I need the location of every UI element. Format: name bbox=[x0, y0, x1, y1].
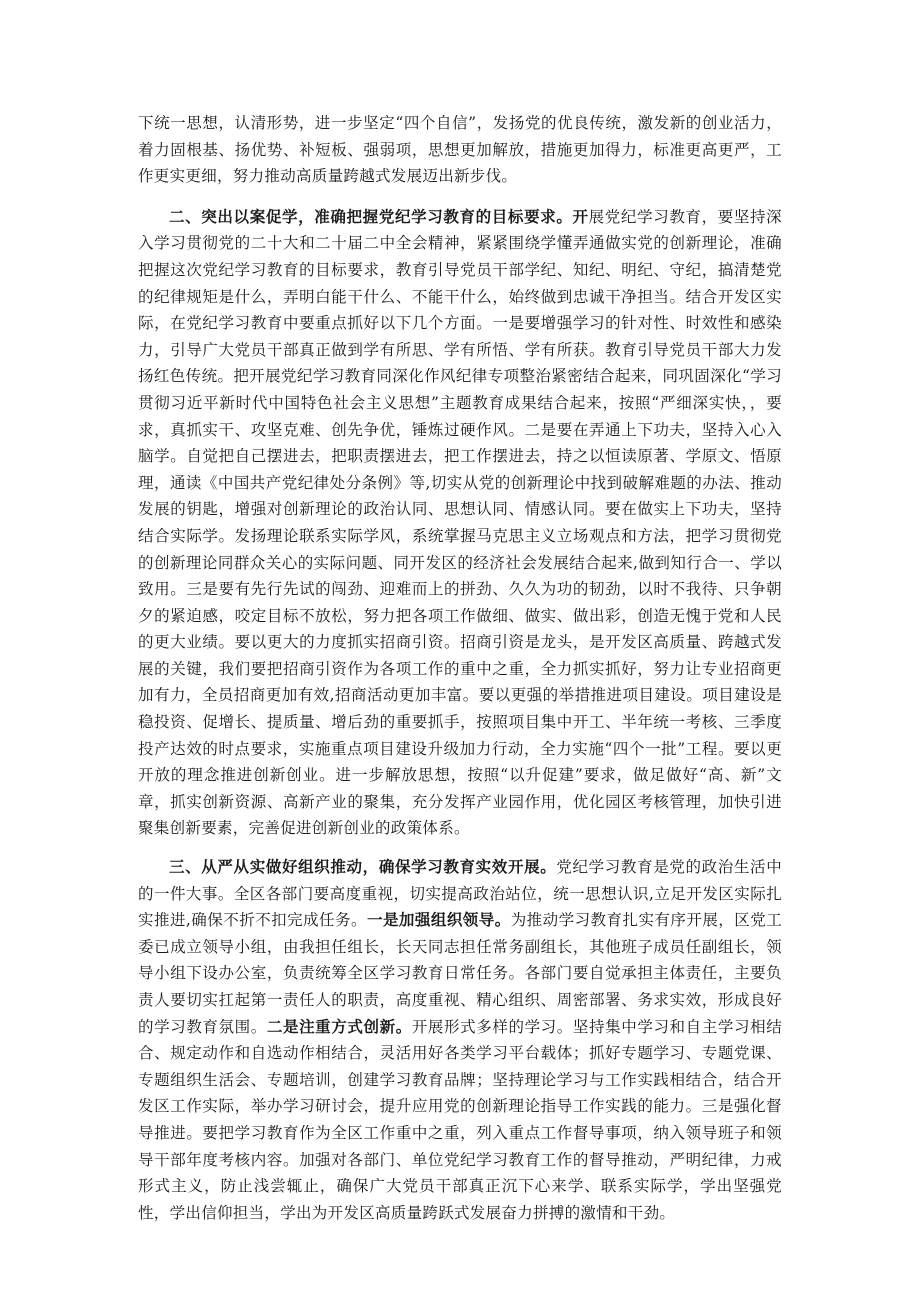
section-three-body-c: 开展形式多样的学习。坚持集中学习和自主学习相结合、规定动作和自选动作相结合，灵活用好各类学习平台载体；抓好专题学习、专题党课、专题组织生活会、专题培训，创建学习教育品牌；坚持理论学习与工作实践相结合，结合开发区工作实际，举办学习研讨会，提升应用党的创新理论指导工作实践的能力。三是强化督导推进。要把学习教育作为全区工作重中之重，列入重点工作督导事项，纳入领导班子和领导干部年度考核内容。加强对各部门、单位党纪学习教育工作的督导推动，严明纪律，力戒形式主义，防止浅尝辄止，确保广大党员干部真正沉下心来学、联系实际学，学出坚强党性，学出信仰担当，学出为开发区高质量跨跃式发展奋力拼搏的激情和干劲。 bbox=[138, 1017, 782, 1222]
section-two-body: 展党纪学习教育，要坚持深入学习贯彻党的二十大和二十届二中全会精神，紧紧围绕学懂弄通做实党的创新理论，准确把握这次党纪学习教育的目标要求，教育引导党员干部学纪、知纪、明纪、守纪，搞清楚党的纪律规矩是什么，弄明白能干什么、不能干什么，始终做到忠诚干净担当。结合开发区实际，在党纪学习教育中要重点抓好以下几个方面。一是要增强学习的针对性、时效性和感染力，引导广大党员干部真正做到学有所思、学有所悟、学有所获。教育引导党员干部大力发扬红色传统。把开展党纪学习教育同深化作风纪律专项整治紧密结合起来，同巩固深化“学习贯彻习近平新时代中国特色社会主义思想”主题教育成果结合起来，按照“严细深实快，，要求，真抓实干、攻坚克难、创先争优，锤炼过硬作风。二是要在弄通上下功夫，坚持入心入脑学。自觉把自己摆进去，把职责摆进去，把工作摆进去，持之以恒读原著、学原文、悟原理，通读《中国共产党纪律处分条例》等,切实从党的创新理论中找到破解难题的办法、推动发展的钥匙，增强对创新理论的政治认同、思想认同、情感认同。要在做实上下功夫，坚持结合实际学。发扬理论联系实际学风，系统掌握马克思主义立场观点和方法，把学习贯彻党的创新理论同群众关心的实际问题、同开发区的经济社会发展结合起来,做到知行合一、学以致用。三是要有先行先试的闯劲、迎难而上的拼劲、久久为功的韧劲，以时不我待、只争朝夕的紧迫感，咬定目标不放松，努力把各项工作做细、做实、做出彩，创造无愧于党和人民的更大业绩。要以更大的力度抓实招商引资。招商引资是龙头，是开发区高质量、跨越式发展的关键，我们要把招商引资作为各项工作的重中之重，全力抓实抓好，努力让专业招商更加有力，全员招商更加有效,招商活动更加丰富。要以更强的举措推进项目建设。项目建设是稳投资、促增长、提质量、增后劲的重要抓手，按照项目集中开工、半年统一考核、三季度投产达效的时点要求，实施重点项目建设升级加力行动，全力实施“四个一批”工程。要以更开放的理念推进创新创业。进一步解放思想，按照“以升促建”要求，做足做好“高、新”文章，抓实创新资源、高新产业的聚集，充分发挥产业园作用，优化园区考核管理，加快引进聚集创新要素，完善促进创新创业的政策体系。 bbox=[138, 207, 782, 838]
section-two-heading: 二、突出以案促学，准确把握党纪学习教育的目标要求。 bbox=[169, 206, 573, 226]
section-three-body-a: 党纪学习教育是党的政治生活中的一件大事。全区各部门要高度重视，切实提高政治站位，统一思想认识,立足开发区实际扎实推进,确保不折不扣完成任务。 bbox=[138, 858, 783, 930]
paragraph-intro-text: 下统一思想，认清形势，进一步坚定“四个自信”，发扬党的优良传统，激发新的创业活力，着力固根基、扬优势、补短板、强弱项，思想更加解放，措施更加得力，标准更高更严，工作更实更细，努力推动高质量跨越式发展迈出新步伐。 bbox=[138, 114, 782, 186]
paragraph-section-two bbox=[138, 204, 782, 842]
section-three-point-two: 二是注重方式创新。 bbox=[266, 1016, 412, 1036]
section-two-lead: 开 bbox=[572, 206, 589, 226]
section-three-point-one: 一是加强组织领导。 bbox=[366, 910, 511, 930]
section-three-body-b: 为推动学习教育扎实有序开展，区党工委已成立领导小组，由我担任组长，长天同志担任常务副组长，其他班子成员任副组长，领导小组下设办公室，负责统筹全区学习教育日常任务。各部门要自觉承担主体责任，主要负责人要切实扛起第一责任人的职责，高度重视、精心组织、周密部署、务求实效，形成良好的学习教育氛围。 bbox=[138, 911, 783, 1036]
paragraph-intro bbox=[138, 110, 782, 190]
document-page bbox=[138, 110, 782, 1238]
section-three-heading: 三、从严从实做好组织推动，确保学习教育实效开展。 bbox=[169, 857, 557, 877]
paragraph-section-three bbox=[138, 854, 782, 1226]
